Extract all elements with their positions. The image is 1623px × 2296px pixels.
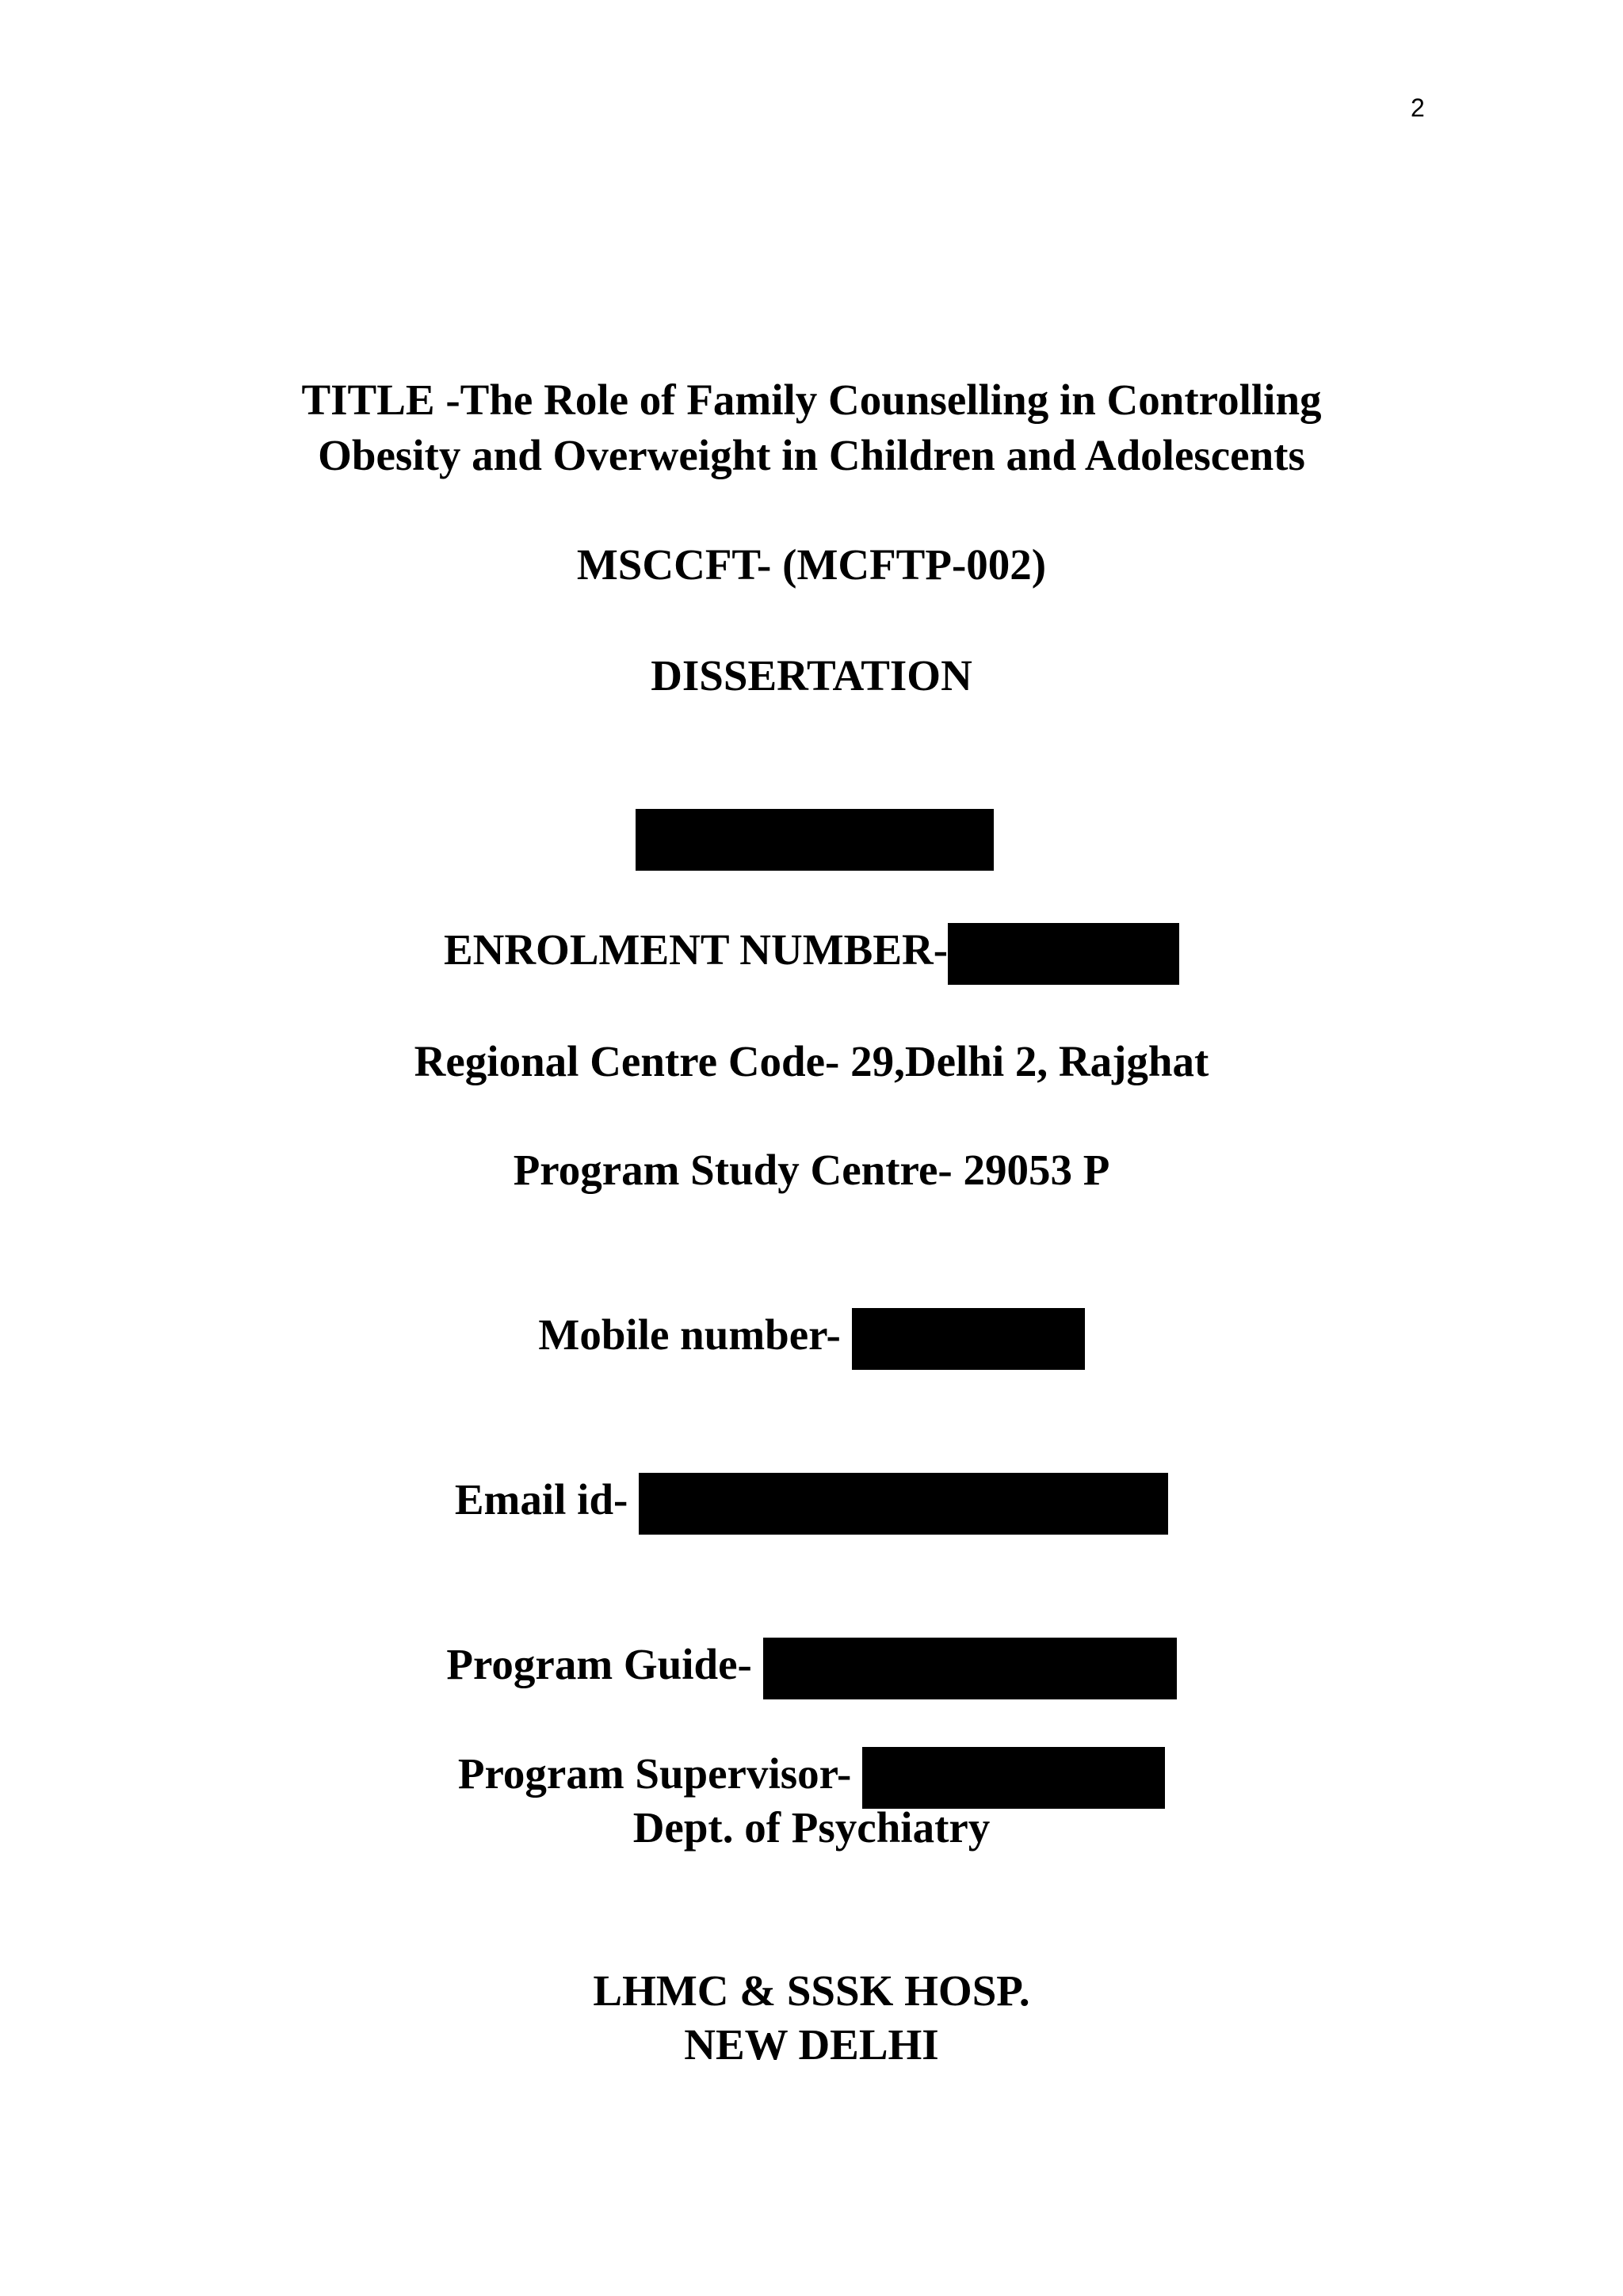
supervisor-label: Program Supervisor- [457,1749,852,1798]
title-line-2: Obesity and Overweight in Children and Adolescents [318,431,1305,479]
redacted-name [636,809,994,871]
course-code: MSCCFT- (MCFTP-002) [576,540,1047,589]
enrolment-label: ENROLMENT NUMBER- [443,925,949,974]
guide-label: Program Guide- [446,1640,752,1688]
mobile-label: Mobile number- [538,1310,841,1359]
redacted-guide [763,1638,1177,1699]
title-line-1: TITLE -The Role of Family Counselling in Controlling [301,376,1322,424]
institution-line-1: LHMC & SSSK HOSP. [593,1966,1030,2015]
page-number: 2 [1411,93,1425,122]
institution-line-2: NEW DELHI [684,2020,939,2069]
department: Dept. of Psychiatry [632,1803,991,1852]
redacted-email [639,1473,1168,1535]
mobile-line [0,1307,1623,1370]
document-type: DISSERTATION [651,651,972,700]
regional-centre: Regional Centre Code- 29,Delhi 2, Rajghat [414,1037,1209,1085]
redacted-enrolment-number [948,923,1179,985]
email-label: Email id- [454,1475,628,1524]
enrolment-line [0,922,1623,985]
guide-line [0,1637,1623,1699]
study-centre: Program Study Centre- 29053 P [513,1146,1110,1194]
redacted-mobile-number [852,1308,1085,1370]
email-line [0,1472,1623,1535]
